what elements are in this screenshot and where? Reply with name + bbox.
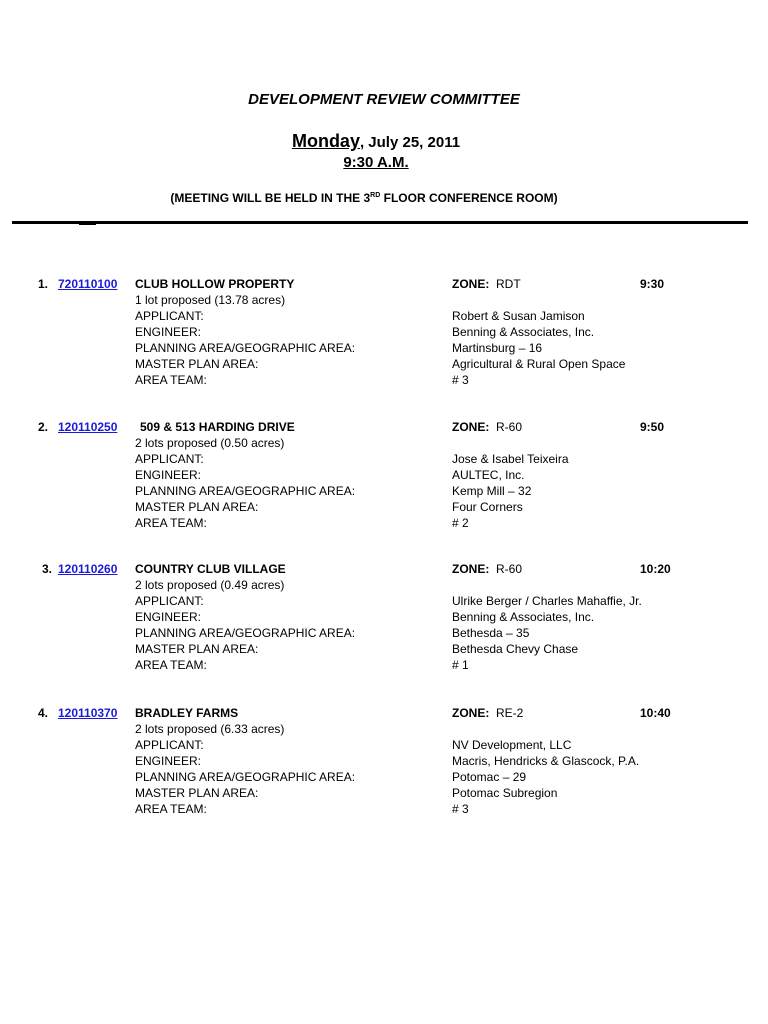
project-name: COUNTRY CLUB VILLAGE xyxy=(135,562,286,576)
area-team-value: # 2 xyxy=(452,516,469,530)
lots-proposed: 2 lots proposed (0.50 acres) xyxy=(135,436,285,450)
item-number: 4. xyxy=(38,706,49,720)
document-title: DEVELOPMENT REVIEW COMMITTEE xyxy=(248,91,520,108)
applicant-value: NV Development, LLC xyxy=(452,738,572,752)
engineer-label: ENGINEER: xyxy=(135,754,202,768)
master-plan-value: Agricultural & Rural Open Space xyxy=(452,357,626,371)
item-values xyxy=(452,737,639,817)
item-number: 2. xyxy=(38,420,49,434)
zone-field xyxy=(452,561,522,577)
engineer-label: ENGINEER: xyxy=(135,468,202,482)
lots-proposed: 2 lots proposed (6.33 acres) xyxy=(135,722,285,736)
meeting-day: Monday xyxy=(291,131,360,151)
engineer-value: Benning & Associates, Inc. xyxy=(452,325,595,339)
master-plan-label: MASTER PLAN AREA: xyxy=(135,786,259,800)
review-time: 10:40 xyxy=(640,706,671,720)
zone-field xyxy=(452,419,522,435)
zone-label: ZONE: xyxy=(452,562,490,576)
item-number: 3. xyxy=(42,562,53,576)
zone-label: ZONE: xyxy=(452,277,490,291)
engineer-value: Benning & Associates, Inc. xyxy=(452,610,595,624)
zone-value: R-60 xyxy=(496,420,523,434)
area-team-value: # 3 xyxy=(452,373,469,387)
planning-area-label: PLANNING AREA/GEOGRAPHIC AREA: xyxy=(135,770,356,784)
planning-area-value: Potomac – 29 xyxy=(452,770,527,784)
notice-sup: RD xyxy=(370,192,381,199)
agenda-item-4 xyxy=(0,705,768,840)
applicant-label: APPLICANT: xyxy=(135,738,204,752)
meeting-date-text: , July 25, 2011 xyxy=(359,134,461,151)
applicant-label: APPLICANT: xyxy=(135,309,204,323)
area-team-label: AREA TEAM: xyxy=(135,802,207,816)
case-number-link[interactable]: 120110370 xyxy=(58,706,118,720)
zone-value: R-60 xyxy=(496,562,523,576)
applicant-label: APPLICANT: xyxy=(135,452,204,466)
meeting-location-notice xyxy=(0,191,728,205)
planning-area-value: Bethesda – 35 xyxy=(452,626,530,640)
item-labels xyxy=(135,577,355,673)
item-values xyxy=(452,308,625,388)
planning-area-label: PLANNING AREA/GEOGRAPHIC AREA: xyxy=(135,484,356,498)
notice-post: FLOOR CONFERENCE ROOM) xyxy=(380,191,558,205)
item-labels xyxy=(135,292,355,388)
meeting-date xyxy=(0,131,752,152)
planning-area-label: PLANNING AREA/GEOGRAPHIC AREA: xyxy=(135,626,356,640)
divider-mark xyxy=(79,224,96,225)
planning-area-value: Kemp Mill – 32 xyxy=(452,484,532,498)
case-number-link[interactable]: 120110250 xyxy=(58,420,118,434)
case-number-link[interactable]: 120110260 xyxy=(58,562,118,576)
applicant-label: APPLICANT: xyxy=(135,594,204,608)
area-team-label: AREA TEAM: xyxy=(135,516,207,530)
project-name: CLUB HOLLOW PROPERTY xyxy=(135,277,295,291)
planning-area-value: Martinsburg – 16 xyxy=(452,341,543,355)
meeting-time: 9:30 A.M. xyxy=(343,154,409,171)
area-team-label: AREA TEAM: xyxy=(135,373,207,387)
lots-proposed: 1 lot proposed (13.78 acres) xyxy=(135,293,286,307)
master-plan-label: MASTER PLAN AREA: xyxy=(135,642,259,656)
project-name: BRADLEY FARMS xyxy=(135,706,239,720)
item-values xyxy=(452,451,569,531)
zone-value: RDT xyxy=(496,277,521,291)
zone-label: ZONE: xyxy=(452,420,490,434)
master-plan-value: Four Corners xyxy=(452,500,523,514)
review-time: 10:20 xyxy=(640,562,671,576)
notice-pre: (MEETING WILL BE HELD IN THE 3 xyxy=(170,191,371,205)
case-number-link[interactable]: 720110100 xyxy=(58,277,118,291)
lots-proposed: 2 lots proposed (0.49 acres) xyxy=(135,578,285,592)
area-team-label: AREA TEAM: xyxy=(135,658,207,672)
review-time: 9:30 xyxy=(640,277,665,291)
engineer-label: ENGINEER: xyxy=(135,325,202,339)
applicant-value: Robert & Susan Jamison xyxy=(452,309,585,323)
agenda-item-3 xyxy=(0,561,768,696)
applicant-value: Jose & Isabel Teixeira xyxy=(452,452,569,466)
area-team-value: # 1 xyxy=(452,658,469,672)
item-labels xyxy=(135,435,355,531)
master-plan-label: MASTER PLAN AREA: xyxy=(135,500,259,514)
item-labels xyxy=(135,721,355,817)
zone-label: ZONE: xyxy=(452,706,490,720)
applicant-value: Ulrike Berger / Charles Mahaffie, Jr. xyxy=(452,594,642,608)
engineer-value: AULTEC, Inc. xyxy=(452,468,525,482)
master-plan-value: Potomac Subregion xyxy=(452,786,558,800)
zone-field xyxy=(452,705,523,721)
item-number: 1. xyxy=(38,277,49,291)
zone-field xyxy=(452,276,521,292)
project-name: 509 & 513 HARDING DRIVE xyxy=(140,420,295,434)
agenda-item-2 xyxy=(0,419,768,554)
agenda-item-1 xyxy=(0,276,768,411)
zone-value: RE-2 xyxy=(496,706,524,720)
master-plan-label: MASTER PLAN AREA: xyxy=(135,357,259,371)
engineer-value: Macris, Hendricks & Glascock, P.A. xyxy=(452,754,640,768)
area-team-value: # 3 xyxy=(452,802,469,816)
item-values xyxy=(452,593,642,673)
engineer-label: ENGINEER: xyxy=(135,610,202,624)
review-time: 9:50 xyxy=(640,420,665,434)
header-divider xyxy=(12,221,748,224)
master-plan-value: Bethesda Chevy Chase xyxy=(452,642,579,656)
planning-area-label: PLANNING AREA/GEOGRAPHIC AREA: xyxy=(135,341,356,355)
